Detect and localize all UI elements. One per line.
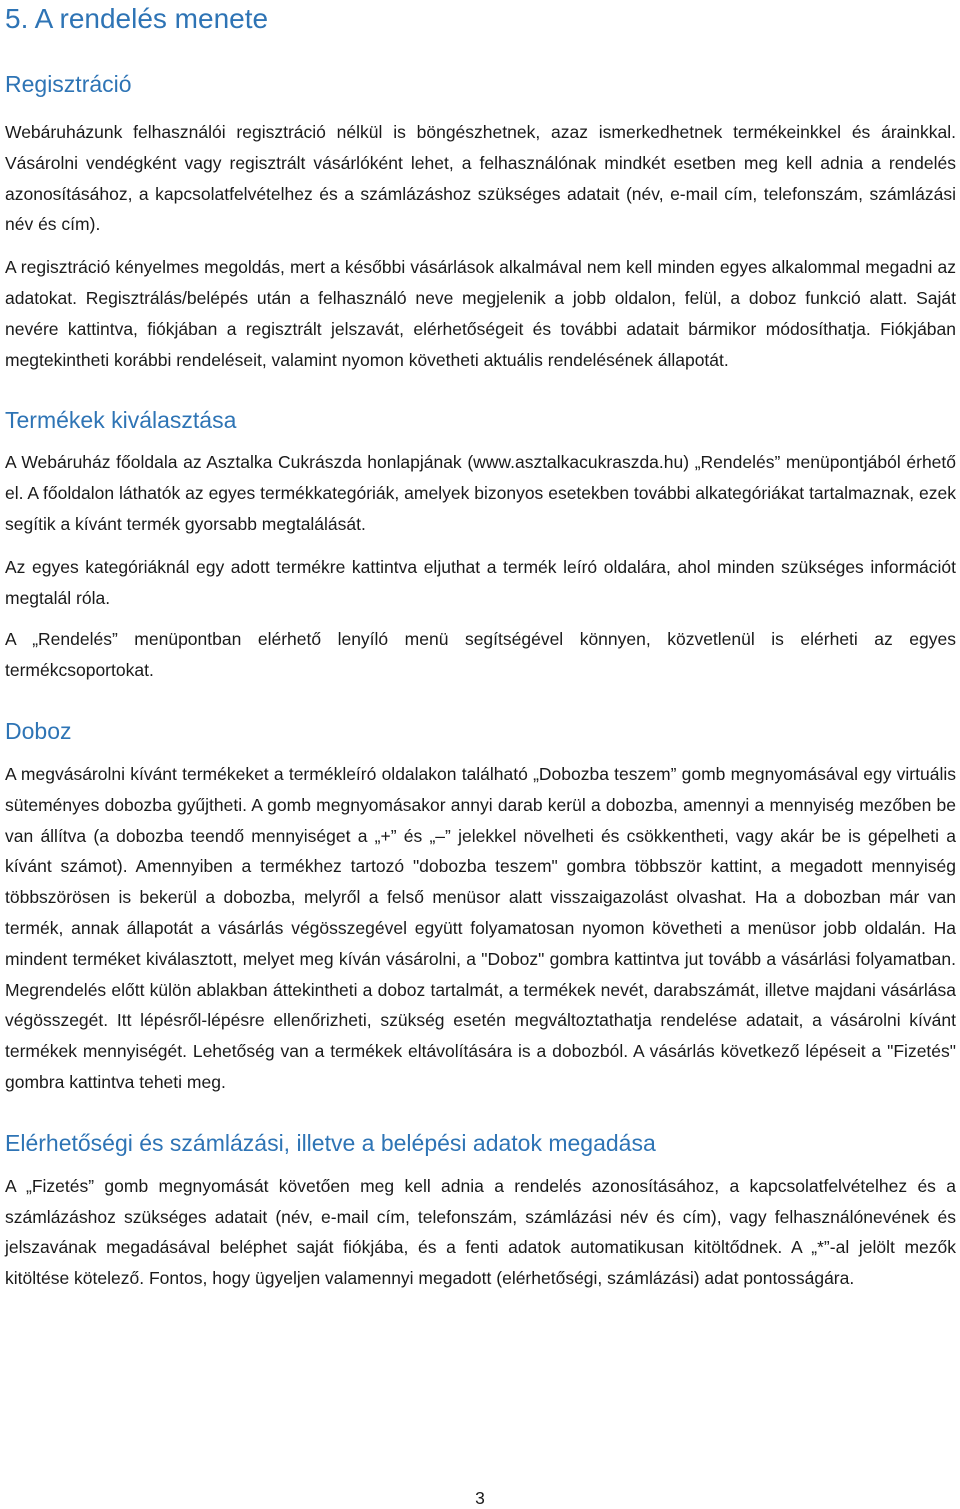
paragraph: A megvásárolni kívánt termékeket a termékleíró oldalakon található „Dobozba teszem” gomb megnyomásával egy virtuális süteményes dobozba gyűjtheti. A gomb megnyomásakor annyi darab kerül a dobozba, amennyi a mennyiség mezőben be van állítva (a dobozba teendő mennyiséget a „+” és „–” jelekkel növelheti és csökkentheti, vagy akár be is gépelheti a kívánt számot). Amennyiben a termékhez tartozó "dobozba teszem" gombra többször kattint, a megadott mennyiség többszörösen is bekerül a dobozba, melyről a felső menüsor alatt visszaigazolást olvashat. Ha a dobozban már van termék, annak állapotát a vásárlás végösszegével együtt folyamatosan nyomon követheti a menüsor jobb oldalán. Ha mindent terméket kiválasztott, melyet meg kíván vásárolni, a "Doboz" gombra kattintva jut tovább a vásárlási folyamatban. Megrendelés előtt külön ablakban áttekintheti a doboz tartalmát, a termékek nevét, darabszámát, illetve majdani vásárlása végösszegét. Itt lépésről-lépésre ellenőrizheti, szükség esetén megváltoztathatja rendelése adatait, a vásárolni kívánt termékek mennyiségét. Lehetőség van a termékek eltávolítására is a dobozból. A vásárlás következő lépéseit a "Fizetés" gombra kattintva teheti meg. (5, 763, 956, 1092)
chapter-title: 5. A rendelés menete (5, 3, 269, 34)
paragraph: A „Rendelés” menüpontban elérhető lenyíló menü segítségével könnyen, közvetlenül is elérheti az egyes termékcsoportokat. (5, 629, 956, 681)
section-heading-box: Doboz (5, 717, 72, 744)
paragraph: Webáruházunk felhasználói regisztráció nélkül is böngészhetnek, azaz ismerkedhetnek termékeinkkel és árainkkal. Vásárolni vendégként vagy regisztrált vásárlóként lehet, a felhasználónak mindkét esetben meg kell adnia a rendelés azonosításához, a kapcsolatfelvételhez és a számlázáshoz szükséges adatait (név, e-mail cím, telefonszám, számlázási név és cím). (5, 122, 956, 235)
section-heading-contact-billing: Elérhetőségi és számlázási, illetve a belépési adatok megadása (5, 1129, 656, 1156)
section-heading-registration: Regisztráció (5, 71, 132, 97)
document-page (5, 0, 956, 1294)
paragraph: A „Fizetés” gomb megnyomását követően meg kell adnia a rendelés azonosításához, a kapcsolatfelvételhez és a számlázáshoz szükséges adatait (név, e-mail cím, telefonszám, számlázási név és cím), vagy felhasználónevének és jelszavának megadásával beléphet saját fiókjába, és a fenti adatok automatikusan kitöltődnek. A „*”-al jelölt mezők kitöltése kötelező. Fontos, hogy ügyeljen valamennyi megadott (elérhetőségi, számlázási) adat pontosságára. (5, 1175, 956, 1289)
paragraph: A Webáruház főoldala az Asztalka Cukrászda honlapjának (www.asztalkacukraszda.hu) „Rendelés” menüpontjából érhető el. A főoldalon láthatók az egyes termékkategóriák, amelyek bizonyos esetekben további alkategóriákat tartalmaznak, ezek segítik a kívánt termék gyorsabb megtalálását. (5, 452, 956, 534)
page-number: 3 (475, 1488, 485, 1508)
paragraph: A regisztráció kényelmes megoldás, mert a későbbi vásárlások alkalmával nem kell minden egyes alkalommal megadni az adatokat. Regisztrálás/belépés után a felhasználó neve megjelenik a jobb oldalon, felül, a doboz funkció alatt. Saját nevére kattintva, fiókjában a regisztrált jelszavát, elérhetőségeit és további adatait bármikor módosíthatja. Fiókjában megtekintheti korábbi rendeléseit, valamint nyomon követheti aktuális rendelésének állapotát. (5, 257, 956, 370)
section-heading-product-selection: Termékek kiválasztása (5, 407, 237, 434)
paragraph: Az egyes kategóriáknál egy adott termékre kattintva eljuthat a termék leíró oldalára, ahol minden szükséges információt megtalál róla. (5, 556, 956, 608)
